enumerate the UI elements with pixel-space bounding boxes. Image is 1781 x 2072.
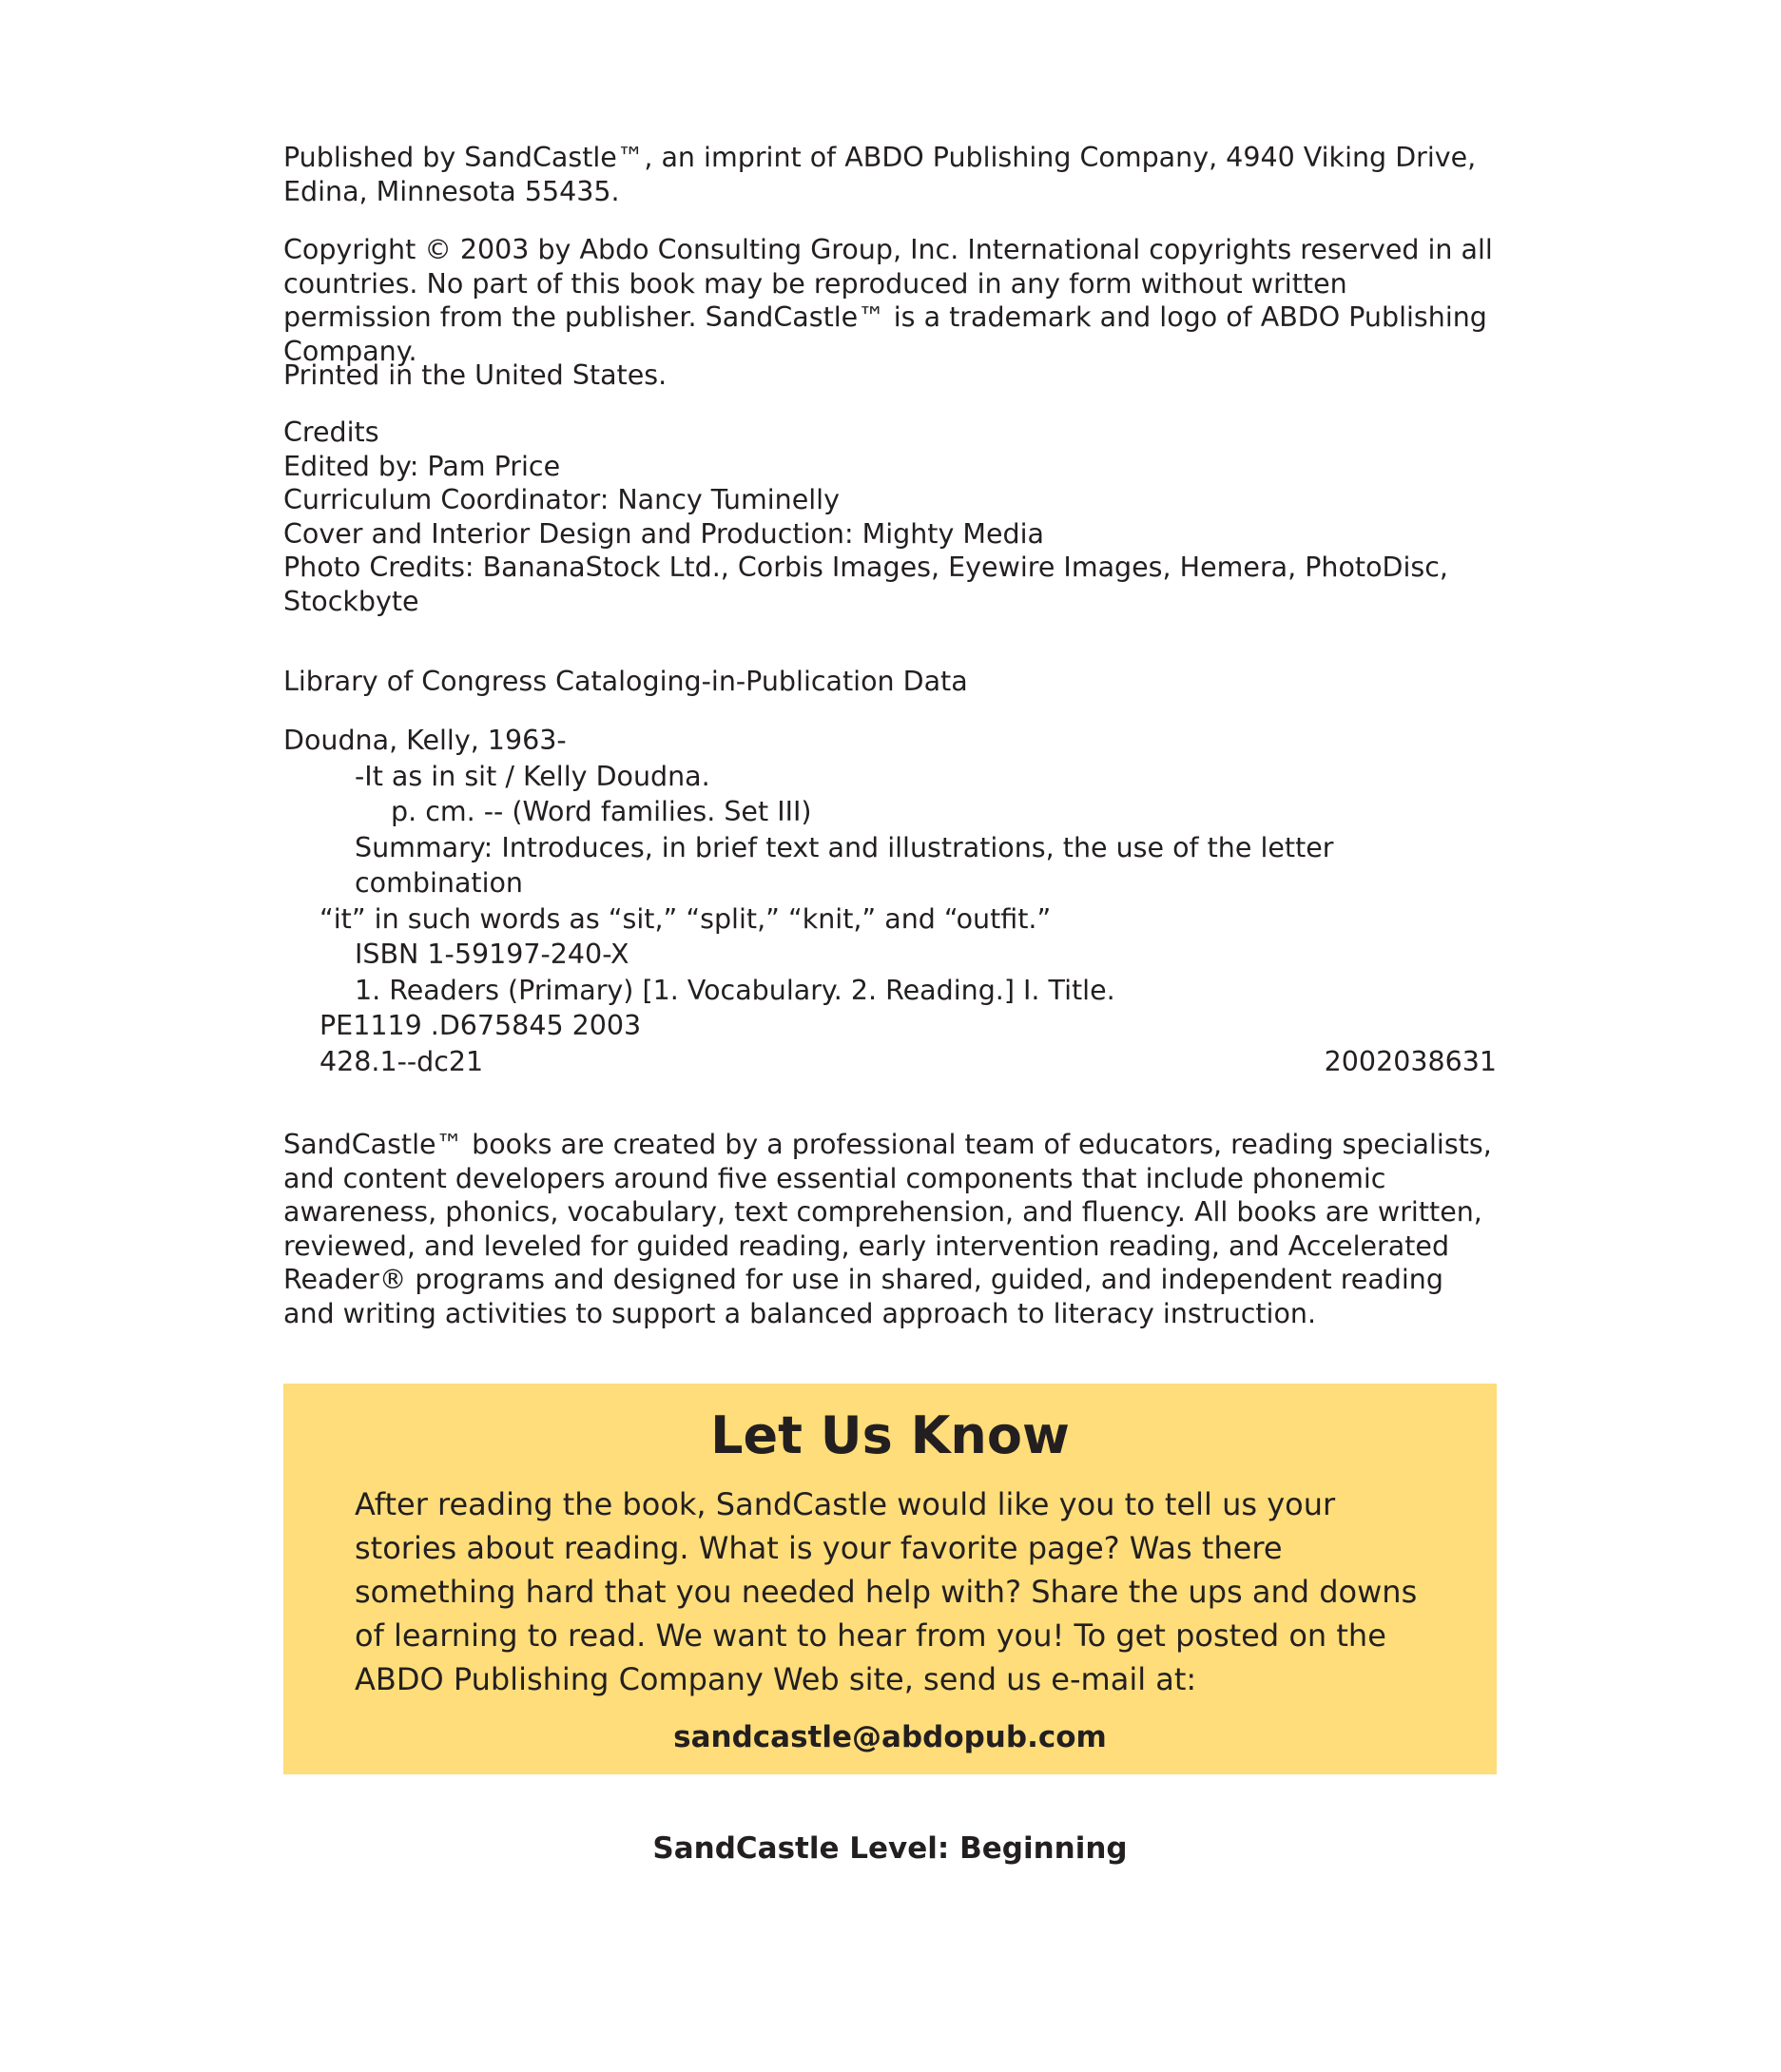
cip-pages: p. cm. -- (Word families. Set III) bbox=[391, 796, 812, 827]
let-us-know-box bbox=[283, 1384, 1497, 1774]
credits-curriculum: Curriculum Coordinator: Nancy Tuminelly bbox=[283, 484, 840, 516]
cip-summary-line-2: “it” in such words as “sit,” “split,” “knit,” and “outfit.” bbox=[319, 902, 1052, 935]
copyright-notice: Copyright © 2003 by Abdo Consulting Group, Inc. International copyrights reserved in all countries. No part of this book may be reproduced in any form without written permission from the publisher. SandCastle™ is a trademark and logo of ABDO Publishing Company. bbox=[283, 234, 1493, 367]
cip-heading: Library of Congress Cataloging-in-Publication Data bbox=[283, 666, 968, 697]
cip-lccn: 2002038631 bbox=[1324, 1045, 1497, 1077]
credits-editor: Edited by: Pam Price bbox=[283, 450, 561, 482]
cip-lc-class: PE1119 .D675845 2003 bbox=[319, 1010, 642, 1041]
cip-classification bbox=[283, 1008, 1497, 1079]
cip-isbn: ISBN 1-59197-240-X bbox=[355, 939, 629, 970]
contact-email: sandcastle@abdopub.com bbox=[673, 1720, 1107, 1754]
cip-title: -It as in sit / Kelly Doudna. bbox=[355, 760, 710, 792]
credits-photo: Photo Credits: BananaStock Ltd., Corbis Images, Eyewire Images, Hemera, PhotoDisc, Stockbyte bbox=[283, 552, 1448, 617]
about-sandcastle: SandCastle™ books are created by a professional team of educators, reading specialists, and content developers around five essential components that include phonemic awareness, phonics, vocabulary, text comprehension, and fluency. All books are written, reviewed, and leveled for guided reading, early intervention reading, and Accelerated Reader® programs and designed for use in shared, guided, and independent reading and writing activities to support a balanced approach to literacy instruction. bbox=[283, 1129, 1492, 1329]
cip-block bbox=[283, 723, 1497, 1008]
cip-subjects: 1. Readers (Primary) [1. Vocabulary. 2. Reading.] I. Title. bbox=[355, 974, 1115, 1006]
let-us-know-body: After reading the book, SandCastle would like you to tell us your stories about reading. What is your favorite page? Was there something hard that you needed help with? Share the ups and downs of learning to read. We want to hear from you! To get posted on the ABDO Publishing Company Web site, send us e-mail at: bbox=[355, 1486, 1418, 1697]
cip-summary-line-1: Summary: Introduces, in brief text and illustrations, the use of the letter combination bbox=[355, 831, 1334, 899]
cip-dewey: 428.1--dc21 bbox=[319, 1045, 484, 1077]
let-us-know-title: Let Us Know bbox=[710, 1405, 1070, 1465]
reading-level: SandCastle Level: Beginning bbox=[652, 1831, 1128, 1866]
cip-author: Doudna, Kelly, 1963- bbox=[283, 725, 567, 756]
credits-heading: Credits bbox=[283, 416, 379, 448]
credits-design: Cover and Interior Design and Production: Mighty Media bbox=[283, 517, 1045, 550]
printed-statement: Printed in the United States. bbox=[283, 359, 668, 391]
cip-number-row bbox=[283, 1044, 1497, 1080]
credits-block bbox=[283, 416, 1497, 619]
publisher-statement: Published by SandCastle™, an imprint of ABDO Publishing Company, 4940 Viking Drive, Edina, Minnesota 55435. bbox=[283, 142, 1477, 207]
